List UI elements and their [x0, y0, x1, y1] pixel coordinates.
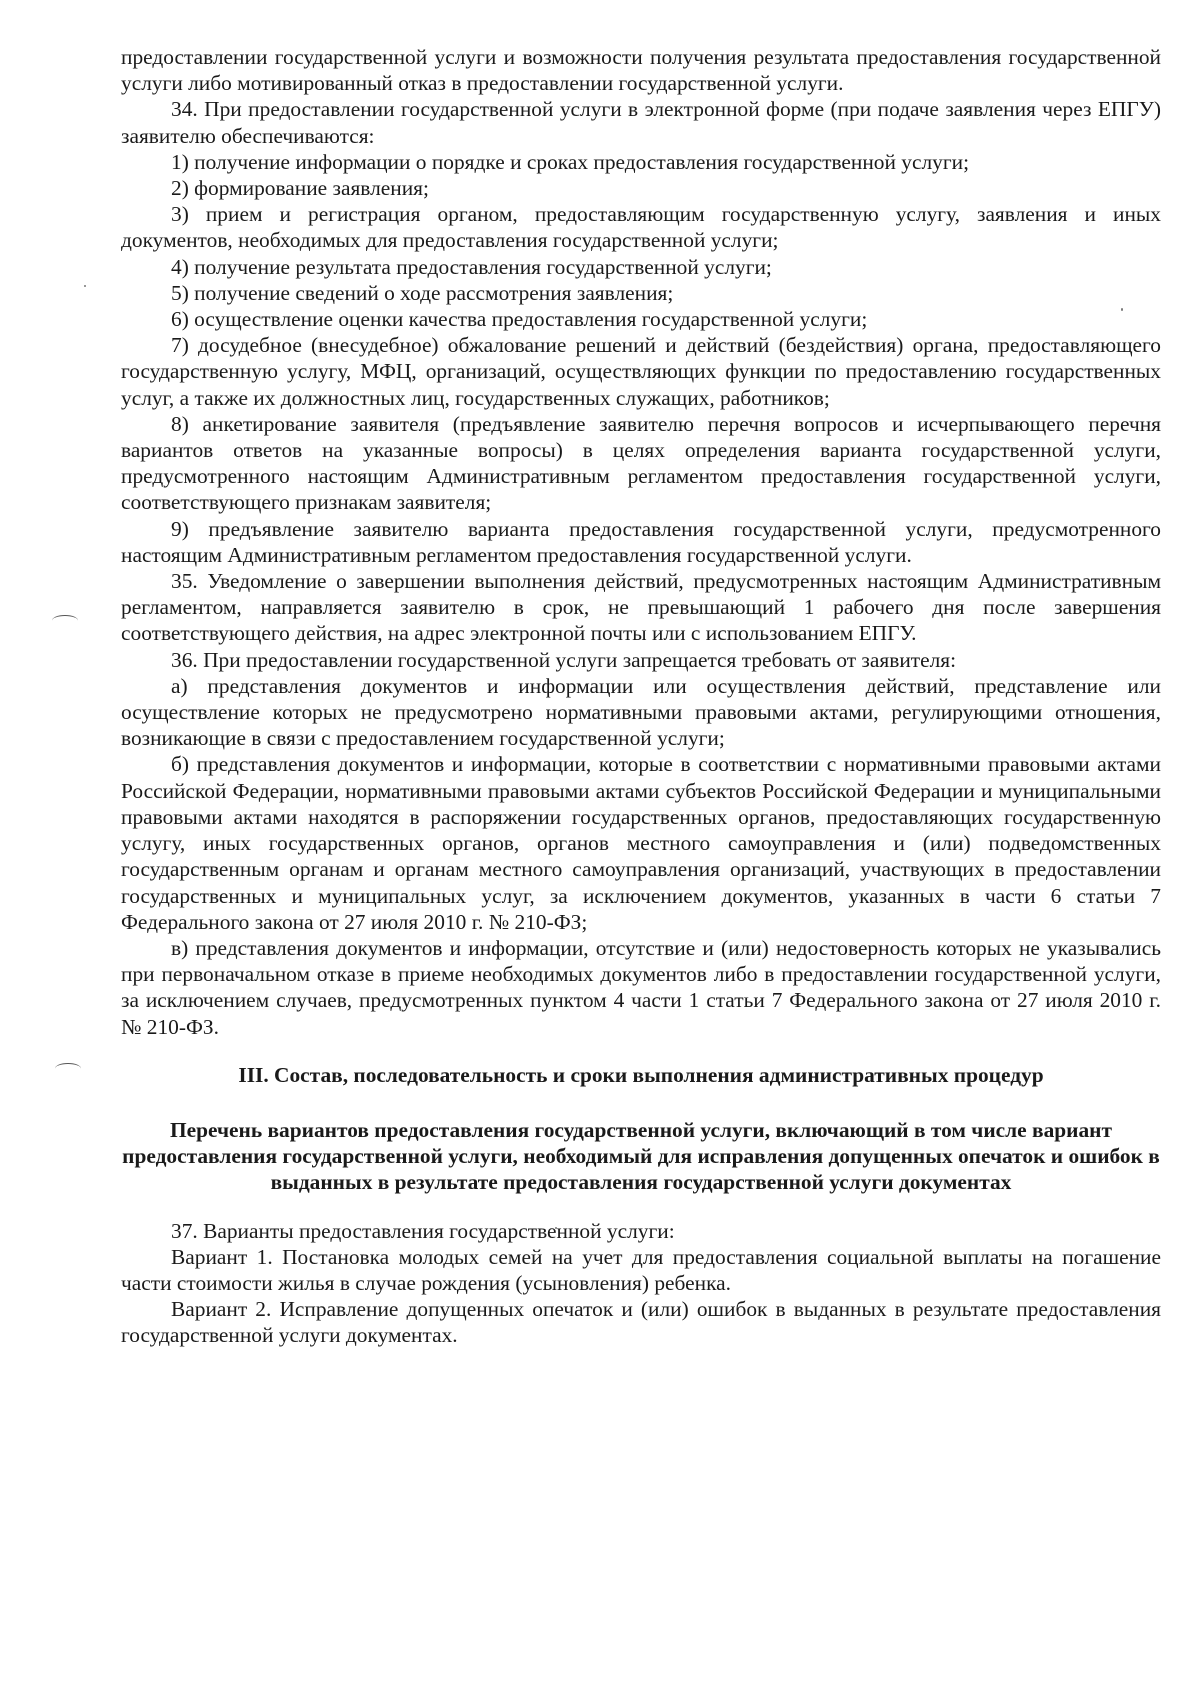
list-item: 9) предъявление заявителю варианта предоставления государственной услуги, предусмотренного настоящим Административным регламентом предоставления государственной услуги. [121, 516, 1161, 567]
list-item: 2) формирование заявления; [171, 176, 429, 201]
list-item: 4) получение результата предоставления государственной услуги; [171, 254, 772, 279]
list-item: 3) прием и регистрация органом, предоставляющим государственную услугу, заявления и иных документов, необходимых для предоставления государственной услуги; [121, 202, 1161, 253]
paragraph: 37. Варианты предоставления государственной услуги: [171, 1218, 675, 1243]
spacer [121, 1088, 1161, 1117]
body-text-top [121, 44, 1161, 1040]
paragraph: предоставлении государственной услуги и возможности получения результата предоставления государственной услуги либо мотивированный отказ в предоставлении государственной услуги. [121, 45, 1161, 96]
list-item: 1) получение информации о порядке и сроках предоставления государственной услуги; [171, 149, 970, 174]
body-text-bottom [121, 1218, 1161, 1349]
margin-scan-mark [52, 615, 78, 626]
margin-scan-mark [55, 1063, 81, 1074]
paragraph: 34. При предоставлении государственной услуги в электронной форме (при подаче заявления через ЕПГУ) заявителю обеспечиваются: [121, 97, 1161, 148]
list-item: 5) получение сведений о ходе рассмотрения заявления; [171, 280, 674, 305]
list-item: Вариант 1. Постановка молодых семей на учет для предоставления социальной выплаты на погашение части стоимости жилья в случае рождения (усыновления) ребенка. [121, 1244, 1161, 1295]
list-item: 6) осуществление оценки качества предоставления государственной услуги; [171, 307, 868, 332]
spacer [121, 1196, 1161, 1218]
section-heading: III. Состав, последовательность и сроки выполнения административных процедур [238, 1062, 1044, 1087]
list-item: а) представления документов и информации или осуществления действий, представление или осуществление которых не предусмотрено нормативными правовыми актами, регулирующими отношения, возникающие в связи с предоставлением государственной услуги; [121, 673, 1161, 751]
list-item: Вариант 2. Исправление допущенных опечаток и (или) ошибок в выданных в результате предоставления государственной услуги документах. [121, 1297, 1161, 1348]
list-item: 7) досудебное (внесудебное) обжалование решений и действий (бездействия) органа, предоставляющего государственную услугу, МФЦ, организаций, осуществляющих функции по предоставлению государственных услуг, а также их должностных лиц, государственных служащих, работников; [121, 333, 1161, 410]
paragraph: 35. Уведомление о завершении выполнения действий, предусмотренных настоящим Административным регламентом, направляется заявителю в срок, не превышающий 1 рабочего дня после завершения соответствующего действия, на адрес электронной почты или с использованием ЕПГУ. [121, 569, 1161, 646]
scan-speck [84, 285, 86, 287]
list-item: б) представления документов и информации, которые в соответствии с нормативными правовыми актами Российской Федерации, нормативными правовыми актами субъектов Российской Федерации и муниципальными правовыми актами находятся в распоряжении государственных органов, предоставляющих государственную услугу, иных государственных органов, органов местного самоуправления и (или) подведомственных государственным органам и органам местного самоуправления организаций, участвующих в предоставлении государственных и муниципальных услуг, за исключением документов, указанных в части 6 статьи 7 Федерального закона от 27 июля 2010 г. № 210-ФЗ; [121, 752, 1161, 934]
paragraph: 36. При предоставлении государственной услуги запрещается требовать от заявителя: [171, 647, 957, 672]
subsection-heading: Перечень вариантов предоставления государственной услуги, включающий в том числе вариант предоставления государственной услуги, необходимый для исправления допущенных опечаток и ошибок в выданных в результате предоставления государственной услуги документах [122, 1117, 1160, 1195]
list-item: в) представления документов и информации, отсутствие и (или) недостоверность которых не указывались при первоначальном отказе в приеме необходимых документов либо в предоставлении государственной услуги, за исключением случаев, предусмотренных пунктом 4 части 1 статьи 7 Федерального закона от 27 июля 2010 г. № 210-ФЗ. [121, 935, 1161, 1039]
document-page [121, 44, 1161, 1349]
spacer [121, 1040, 1161, 1062]
list-item: 8) анкетирование заявителя (предъявление заявителю перечня вопросов и исчерпывающего перечня вариантов ответов на указанные вопросы) в целях определения варианта государственной услуги, предусмотренного настоящим Административным регламентом предоставления государственной услуги, соответствующего признакам заявителя; [121, 411, 1161, 515]
